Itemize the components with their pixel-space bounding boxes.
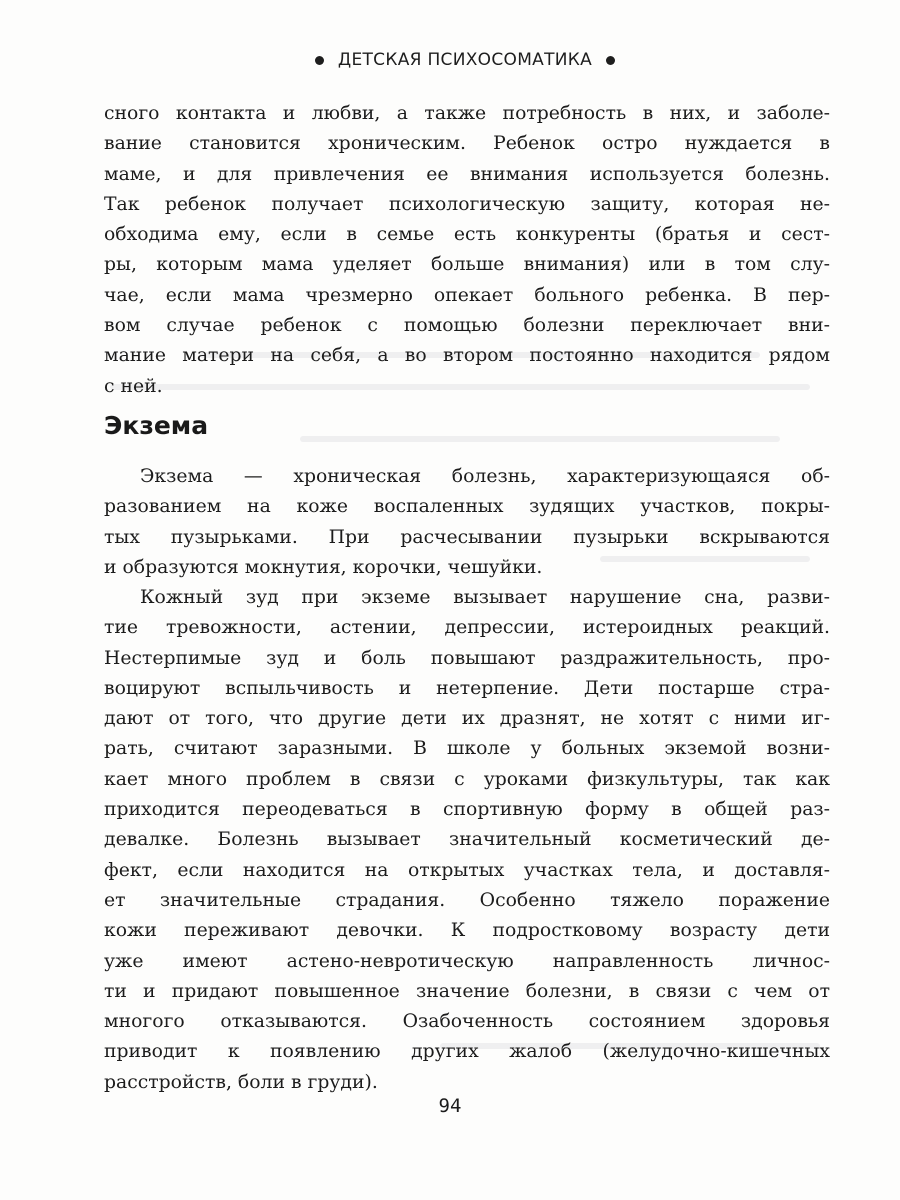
text-line: ти и придают повышенное значение болезни, в связи с чем от bbox=[104, 980, 830, 1002]
show-through-smudge bbox=[300, 436, 780, 442]
intro-paragraph bbox=[104, 99, 830, 402]
page-number: 94 bbox=[438, 1095, 462, 1117]
text-line: приводит к появлению других жалоб (желудочно-кишечных bbox=[104, 1041, 830, 1063]
text-line: мание матери на себя, а во втором постоянно находится рядом bbox=[104, 345, 830, 367]
text-line: с ней. bbox=[104, 375, 163, 397]
text-line: воцируют вспыльчивость и нетерпение. Дети постарше стра- bbox=[104, 677, 830, 699]
running-title: ДЕТСКАЯ ПСИХОСОМАТИКА bbox=[337, 50, 593, 70]
eczema-paragraph-2 bbox=[104, 583, 830, 1098]
text-line: дают от того, что другие дети их дразнят, не хотят с ними иг- bbox=[104, 708, 830, 730]
bullet-icon bbox=[315, 56, 324, 65]
text-line: рать, считают заразными. В школе у больных экземой возни- bbox=[104, 738, 830, 760]
text-line: тие тревожности, астении, депрессии, истероидных реакций. bbox=[104, 617, 830, 639]
text-line: Экзема — хроническая болезнь, характеризующаяся об- bbox=[140, 466, 830, 487]
text-line: тых пузырьками. При расчесывании пузырьки вскрываются bbox=[104, 526, 830, 548]
text-line: ет значительные страдания. Особенно тяжело поражение bbox=[104, 889, 830, 911]
text-line: чае, если мама чрезмерно опекает больного ребенка. В пер- bbox=[104, 284, 830, 306]
text-line: вание становится хроническим. Ребенок остро нуждается в bbox=[104, 133, 830, 155]
text-line: и образуются мокнутия, корочки, чешуйки. bbox=[104, 556, 543, 578]
section-heading: Экзема bbox=[104, 411, 209, 440]
text-line: разованием на коже воспаленных зудящих участков, покры- bbox=[104, 496, 830, 518]
text-line: ры, которым мама уделяет больше внимания) или в том слу- bbox=[104, 254, 830, 276]
text-line: кает много проблем в связи с уроками физкультуры, так как bbox=[104, 768, 830, 790]
text-line: приходится переодеваться в спортивную форму в общей раз- bbox=[104, 799, 830, 821]
text-line: обходима ему, если в семье есть конкуренты (братья и сест- bbox=[104, 224, 830, 246]
text-line: девалке. Болезнь вызывает значительный косметический де- bbox=[104, 829, 830, 851]
text-line: вом случае ребенок с помощью болезни переключает вни- bbox=[104, 315, 830, 337]
text-line: Так ребенок получает психологическую защиту, которая не- bbox=[104, 193, 830, 215]
text-line: уже имеют астено-невротическую направленность личнос- bbox=[104, 950, 830, 972]
text-line: расстройств, боли в груди). bbox=[104, 1071, 378, 1093]
text-line: кожи переживают девочки. К подростковому возрасту дети bbox=[104, 920, 830, 942]
text-line: сного контакта и любви, а также потребность в них, и заболе- bbox=[104, 103, 830, 124]
bullet-icon bbox=[606, 56, 615, 65]
text-line: маме, и для привлечения ее внимания используется болезнь. bbox=[104, 163, 830, 185]
text-line: Нестерпимые зуд и боль повышают раздражительность, про- bbox=[104, 647, 830, 669]
eczema-paragraph-1 bbox=[104, 462, 830, 583]
text-line: фект, если находится на открытых участках тела, и доставля- bbox=[104, 859, 830, 881]
text-line: Кожный зуд при экземе вызывает нарушение сна, разви- bbox=[140, 587, 830, 608]
text-line: многого отказываются. Озабоченность состоянием здоровья bbox=[104, 1011, 830, 1033]
running-header bbox=[300, 48, 630, 72]
